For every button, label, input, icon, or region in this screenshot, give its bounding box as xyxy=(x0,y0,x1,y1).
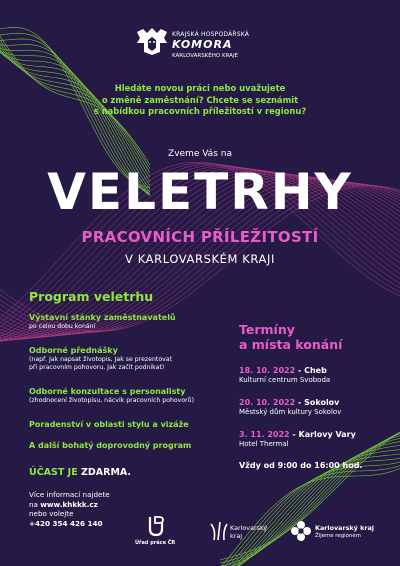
partner-name: Úřad práce ČR xyxy=(135,540,176,546)
program-item-line: (zhodnocení životopisu, nácvik pracovních pohovorů) xyxy=(29,397,195,404)
contact-line-1: Více informací najdete xyxy=(29,490,110,499)
logo-line-2: KOMORA xyxy=(172,38,233,51)
dates-heading-line-2: a místa konání xyxy=(239,337,343,352)
wave-line xyxy=(220,428,400,566)
headline: VELETRHY xyxy=(47,163,353,221)
lion-crest-icon xyxy=(133,28,171,56)
partner-name: Karlovarský kraj xyxy=(230,524,268,540)
event-date: 18. 10. 2022 xyxy=(239,366,296,375)
event-city: - Sokolov xyxy=(295,398,340,407)
event-venue: Městský dům kultury Sokolov xyxy=(239,408,342,416)
intro-line-1: Hledáte novou práci nebo uvažujete xyxy=(114,83,286,93)
program-item xyxy=(29,420,189,430)
dates-heading xyxy=(239,322,342,352)
flower-logo-icon xyxy=(290,520,312,542)
program-heading: Program veletrhu xyxy=(29,289,154,304)
participation-free: ZDARMA. xyxy=(81,467,132,478)
participation-text xyxy=(29,467,131,478)
invite-text: Zveme Vás na xyxy=(168,149,232,159)
region-text: V KARLOVARSKÉM KRAJI xyxy=(125,252,275,266)
program-item-line: po celou dobu konání xyxy=(29,323,96,330)
logo-line-1: KRAJSKÁ HOSPODÁŘSKÁ xyxy=(172,31,250,38)
event-venue: Kulturní centrum Svoboda xyxy=(239,376,331,384)
event-item xyxy=(239,398,341,417)
program-item-title: Odborné konzultace s personalisty xyxy=(29,387,186,396)
event-venue: Hotel Thermal xyxy=(239,440,289,448)
website-link[interactable]: www.khkkk.cz xyxy=(40,499,98,509)
participation-prefix: ÚČAST JE xyxy=(29,467,81,478)
event-item xyxy=(239,430,356,449)
event-item xyxy=(239,366,330,385)
intro-line-2: o změně zaměstnání? Chcete se seznámit xyxy=(101,94,299,105)
event-date: 3. 11. 2022 xyxy=(239,430,290,439)
program-item xyxy=(29,346,172,372)
dates-heading-line-1: Termíny xyxy=(239,322,295,337)
program-item xyxy=(29,313,176,331)
subheadline: PRACOVNÍCH PŘÍLEŽITOSTÍ xyxy=(81,228,319,246)
wave-line xyxy=(220,463,400,566)
event-city: - Cheb xyxy=(295,366,327,375)
contact-web-prefix: na xyxy=(29,499,41,509)
karlovarsky-kraj-logo-icon xyxy=(208,518,230,542)
opening-hours: Vždy od 9:00 do 16:00 hod. xyxy=(239,461,363,470)
intro-line-3: s nabídkou pracovních příležitostí v regionu? xyxy=(93,106,307,116)
program-item xyxy=(29,387,194,405)
contact-line-2 xyxy=(29,500,110,510)
program-item-line: (např. Jak napsat životopis, Jak se prezentovat xyxy=(29,356,172,363)
phone-number[interactable]: +420 354 426 140 xyxy=(29,518,103,528)
program-item-title: Poradenství v oblasti stylu a vizáže xyxy=(29,420,189,429)
up-cr-logo-icon xyxy=(148,515,164,537)
program-item-title: Výstavní stánky zaměstnavatelů xyxy=(29,313,176,322)
contact-line-3: nebo volejte xyxy=(29,509,74,518)
event-date: 20. 10. 2022 xyxy=(239,398,296,407)
event-city: - Karlovy Vary xyxy=(289,430,356,439)
wave-line xyxy=(220,440,400,566)
contact-block xyxy=(29,490,110,528)
partner-name: Karlovarský kraj xyxy=(315,524,374,532)
program-item-title: A další bohatý doprovodný program xyxy=(29,441,192,450)
wave-line xyxy=(220,436,400,566)
partner-subtitle: Žijeme regionem xyxy=(315,533,361,539)
program-item xyxy=(29,441,191,451)
wave-line xyxy=(220,462,400,566)
program-item-title: Odborné přednášky xyxy=(29,346,118,355)
logo-line-3: KARLOVARSKÉHO KRAJE xyxy=(172,53,239,59)
program-item-line: při pracovním pohovoru, Jak začít podnikat) xyxy=(29,364,165,371)
intro-text xyxy=(0,83,400,118)
